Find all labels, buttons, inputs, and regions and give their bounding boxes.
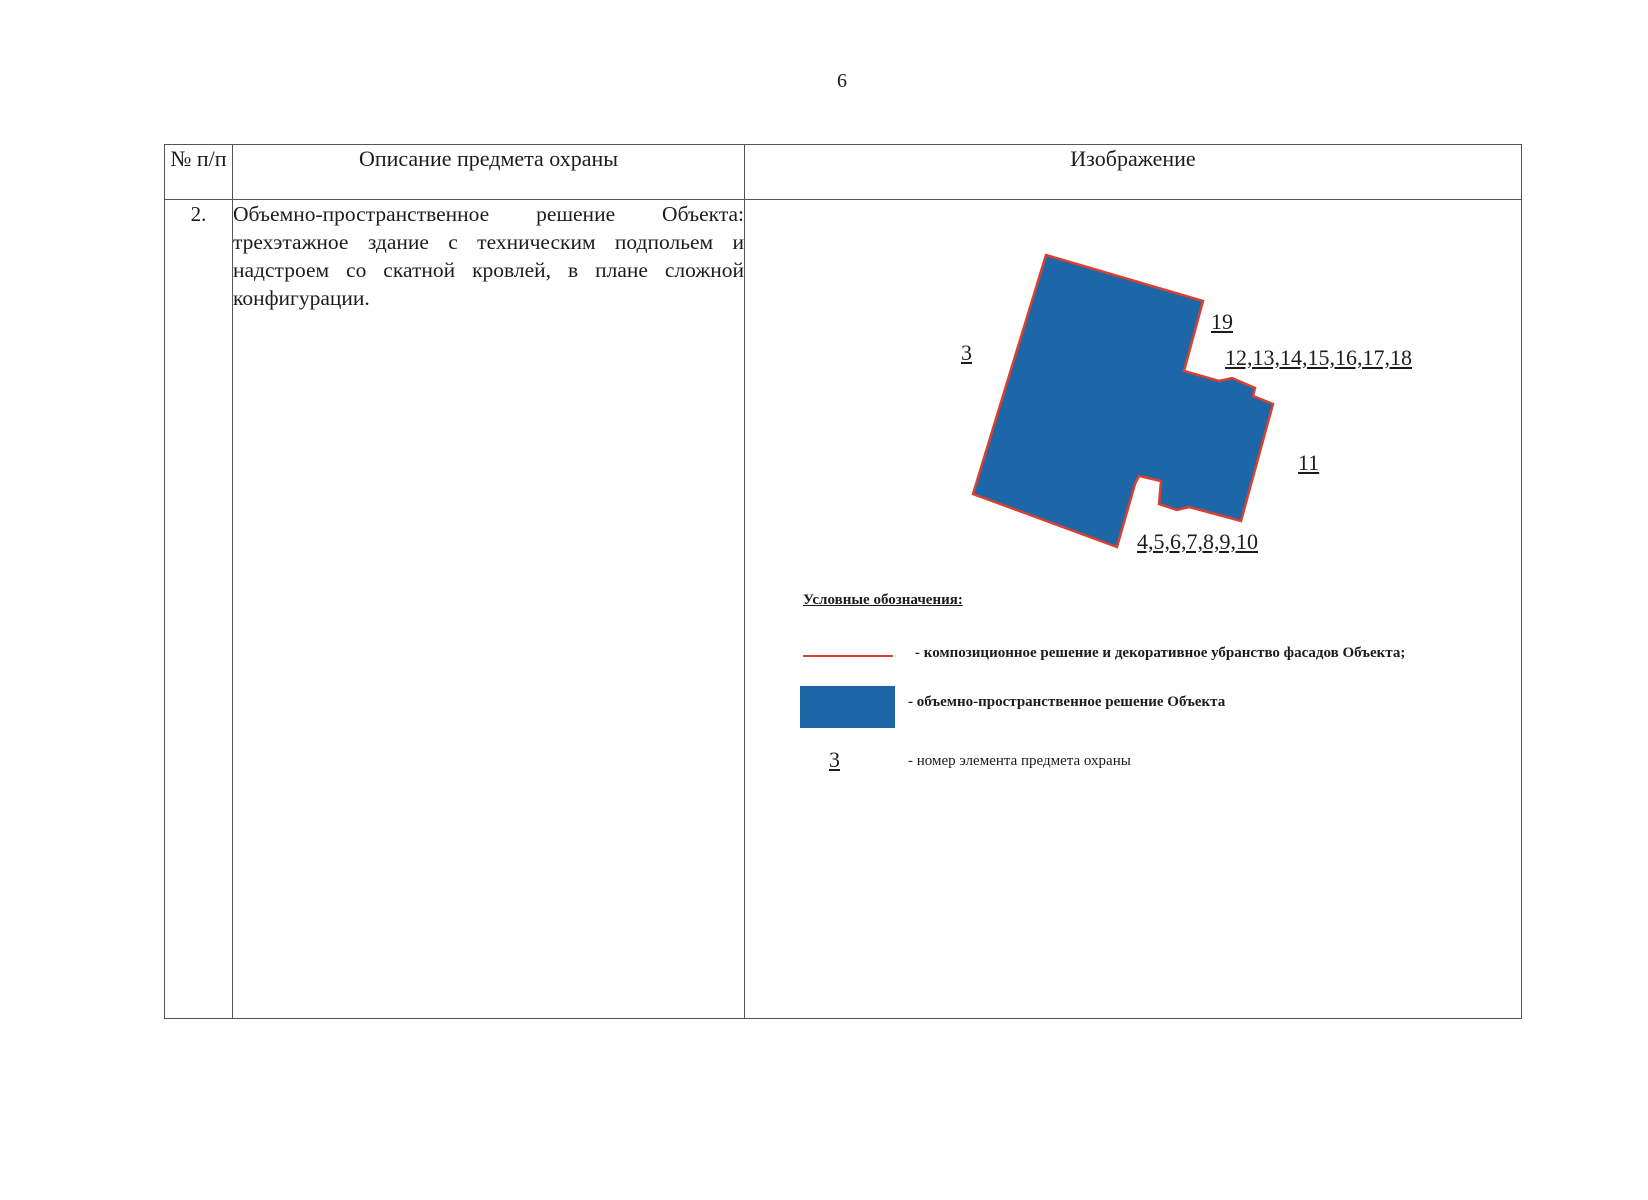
legend-item-number: - номер элемента предмета охраны	[908, 753, 1131, 769]
header-description: Описание предмета охраны	[233, 145, 745, 200]
row-image-cell	[745, 200, 1522, 1019]
legend-title: Условные обозначения:	[803, 592, 963, 608]
legend-item-volume: - объемно-пространственное решение Объекта	[908, 694, 1226, 710]
plan-label-bottom: 4,5,6,7,8,9,10	[1137, 529, 1258, 554]
legend-item-outline: - композиционное решение и декоративное убранство фасадов Объекта;	[915, 645, 1406, 661]
plan-label-right: 11	[1298, 450, 1320, 475]
plan-label-top-right: 19	[1211, 309, 1233, 334]
table-row	[165, 200, 1522, 1019]
building-plan-diagram	[745, 200, 1521, 620]
page-number: 6	[837, 70, 847, 92]
protection-table	[164, 144, 1522, 1019]
plan-label-left: 3	[961, 340, 972, 365]
legend-blue-fill-swatch	[800, 686, 895, 728]
building-footprint	[973, 255, 1273, 547]
row-number: 2.	[165, 200, 233, 1019]
plan-figure	[745, 200, 1521, 1018]
header-image: Изображение	[745, 145, 1522, 200]
plan-label-right-upper: 12,13,14,15,16,17,18	[1225, 345, 1412, 370]
table-header-row	[165, 145, 1522, 200]
row-description: Объемно-пространственное решение Объекта: трехэтажное здание с техническим подпольем и надстроем со скатной кровлей, в плане сложной конфигурации.	[233, 200, 745, 1019]
legend-red-line-swatch	[803, 655, 893, 657]
header-number: № п/п	[165, 145, 233, 200]
legend-number-symbol: 3	[829, 747, 840, 772]
